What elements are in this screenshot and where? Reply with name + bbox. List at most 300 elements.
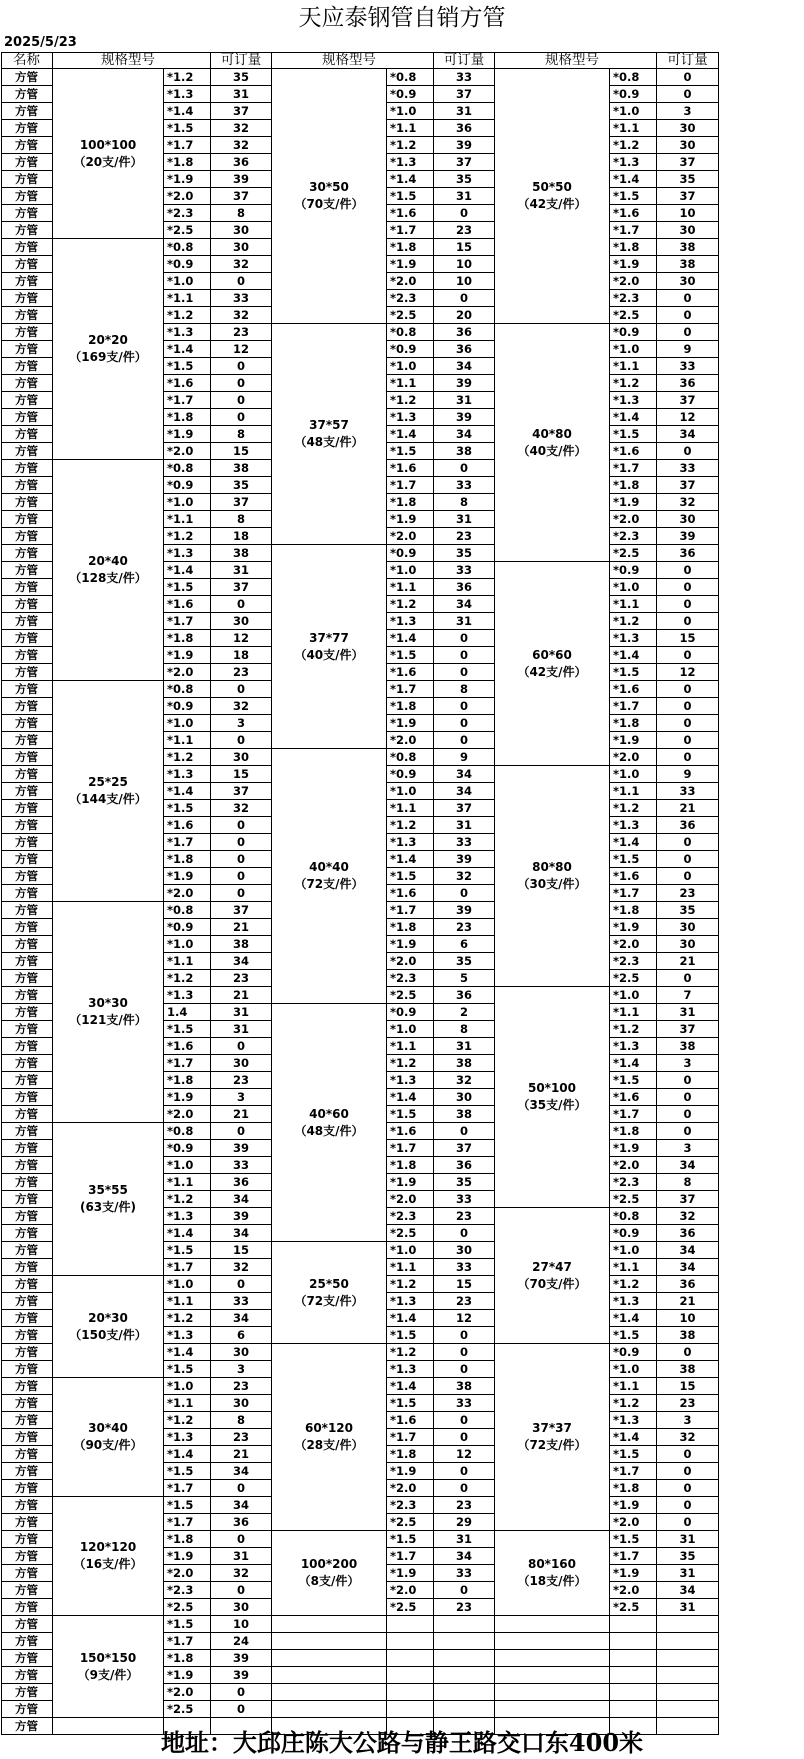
spec-code-cell: *1.1: [387, 800, 434, 817]
spec-code-cell: *0.8: [387, 324, 434, 341]
qty-cell: 0: [211, 1123, 272, 1140]
qty-cell: 8: [211, 205, 272, 222]
spec-code-cell: *2.5: [387, 307, 434, 324]
qty-cell: 9: [657, 341, 719, 358]
spec-code-cell: *1.1: [164, 1174, 211, 1191]
qty-cell: 32: [434, 1072, 495, 1089]
spec-size: 25*25: [88, 775, 128, 789]
qty-cell: 3: [657, 1412, 719, 1429]
qty-cell: 15: [211, 443, 272, 460]
spec-code-cell: *2.5: [610, 970, 657, 987]
qty-cell: 0: [657, 749, 719, 766]
spec-code-cell: *1.1: [164, 732, 211, 749]
spec-code-cell: *2.0: [387, 953, 434, 970]
spec-code-cell: *1.1: [164, 511, 211, 528]
header-qty: 可订量: [211, 52, 272, 69]
spec-size: 40*60: [309, 1106, 349, 1121]
spec-code-cell: *1.5: [610, 851, 657, 868]
qty-cell: 31: [211, 1004, 272, 1021]
spec-code-cell: *1.1: [610, 783, 657, 800]
qty-cell: 12: [657, 664, 719, 681]
qty-cell: 33: [434, 1259, 495, 1276]
spec-code-cell: *1.4: [164, 783, 211, 800]
qty-cell: 3: [211, 1089, 272, 1106]
spec-code-cell: *1.9: [610, 919, 657, 936]
qty-cell: 0: [434, 732, 495, 749]
qty-cell: 10: [211, 1616, 272, 1633]
spec-code-cell: *1.9: [164, 1089, 211, 1106]
qty-cell: 0: [211, 1684, 272, 1701]
qty-cell: 35: [434, 1174, 495, 1191]
row-name-cell: 方管: [1, 885, 53, 902]
qty-cell: 37: [211, 783, 272, 800]
spec-code-cell: *1.2: [387, 596, 434, 613]
spec-code-cell: *0.8: [387, 69, 434, 86]
qty-cell: 3: [211, 715, 272, 732]
qty-cell: 8: [211, 1412, 272, 1429]
spec-code-cell: *1.6: [387, 1123, 434, 1140]
row-name-cell: 方管: [1, 1242, 53, 1259]
spec-code-cell: *1.9: [164, 1548, 211, 1565]
qty-cell: 0: [434, 1327, 495, 1344]
spec-code-cell: *2.0: [164, 1565, 211, 1582]
empty-cell: [657, 1684, 719, 1701]
spec-code-cell: *1.3: [164, 1429, 211, 1446]
spec-group-cell: [53, 1616, 164, 1718]
spec-code-cell: *1.5: [387, 188, 434, 205]
spec-code-cell: *1.1: [610, 1004, 657, 1021]
spec-code-cell: *1.9: [164, 171, 211, 188]
qty-cell: 34: [434, 358, 495, 375]
qty-cell: 32: [211, 120, 272, 137]
spec-code-cell: *1.1: [387, 1259, 434, 1276]
qty-cell: 9: [657, 766, 719, 783]
qty-cell: 36: [434, 341, 495, 358]
spec-code-cell: *1.1: [164, 1293, 211, 1310]
qty-cell: 10: [434, 273, 495, 290]
spec-code-cell: *0.8: [164, 1123, 211, 1140]
spec-code-cell: *2.0: [610, 936, 657, 953]
spec-group-cell: [53, 902, 164, 1123]
spec-code-cell: *1.2: [164, 970, 211, 987]
spec-size: 40*40: [309, 860, 349, 874]
qty-cell: 35: [211, 477, 272, 494]
spec-code-cell: *1.2: [164, 1412, 211, 1429]
spec-group-cell: [53, 1123, 164, 1276]
spec-code-cell: *1.5: [610, 1072, 657, 1089]
qty-cell: 8: [211, 426, 272, 443]
qty-cell: 0: [657, 307, 719, 324]
spec-code-cell: *1.6: [387, 664, 434, 681]
spec-pack: （9支/件）: [77, 1667, 139, 1682]
qty-cell: 38: [657, 1361, 719, 1378]
spec-code-cell: *1.0: [387, 783, 434, 800]
qty-cell: 0: [657, 579, 719, 596]
spec-code-cell: *1.8: [387, 494, 434, 511]
qty-cell: 0: [211, 732, 272, 749]
row-name-cell: 方管: [1, 970, 53, 987]
row-name-cell: 方管: [1, 1259, 53, 1276]
spec-code-cell: *1.0: [610, 1242, 657, 1259]
qty-cell: 34: [211, 1463, 272, 1480]
row-name-cell: 方管: [1, 69, 53, 86]
row-name-cell: 方管: [1, 1225, 53, 1242]
qty-cell: 37: [657, 392, 719, 409]
spec-size: 50*100: [527, 1081, 577, 1095]
row-name-cell: 方管: [1, 222, 53, 239]
row-name-cell: 方管: [1, 86, 53, 103]
empty-cell: [387, 1650, 434, 1667]
row-name-cell: 方管: [1, 426, 53, 443]
spec-code-cell: *1.2: [610, 613, 657, 630]
spec-code-cell: *1.7: [387, 1140, 434, 1157]
qty-cell: 8: [434, 1021, 495, 1038]
spec-code-cell: *2.0: [387, 528, 434, 545]
spec-size: 50*50: [532, 180, 572, 194]
qty-cell: 39: [434, 851, 495, 868]
qty-cell: 33: [211, 1293, 272, 1310]
row-name-cell: 方管: [1, 1208, 53, 1225]
empty-cell: [387, 1633, 434, 1650]
row-name-cell: 方管: [1, 1157, 53, 1174]
row-name-cell: 方管: [1, 273, 53, 290]
spec-code-cell: *2.0: [164, 443, 211, 460]
row-name-cell: 方管: [1, 443, 53, 460]
qty-cell: 0: [211, 1480, 272, 1497]
spec-code-cell: *1.3: [610, 1038, 657, 1055]
spec-size: 25*50: [309, 1276, 349, 1291]
spec-code-cell: *1.4: [164, 562, 211, 579]
qty-cell: 0: [657, 86, 719, 103]
qty-cell: 38: [434, 1378, 495, 1395]
qty-cell: 0: [211, 817, 272, 834]
spec-code-cell: *2.3: [610, 528, 657, 545]
spec-code-cell: *2.3: [610, 290, 657, 307]
spec-code-cell: *1.4: [387, 171, 434, 188]
spec-code-cell: *1.1: [610, 1259, 657, 1276]
empty-cell: [272, 1667, 387, 1684]
spec-code-cell: *1.4: [610, 1055, 657, 1072]
spec-code-cell: *1.3: [610, 154, 657, 171]
qty-cell: 0: [434, 664, 495, 681]
row-name-cell: 方管: [1, 1174, 53, 1191]
qty-cell: 34: [211, 1497, 272, 1514]
empty-cell: [657, 1616, 719, 1633]
qty-cell: 0: [657, 1089, 719, 1106]
qty-cell: 23: [434, 1208, 495, 1225]
spec-code-cell: *2.3: [610, 1174, 657, 1191]
qty-cell: 10: [434, 256, 495, 273]
empty-cell: [610, 1684, 657, 1701]
row-name-cell: 方管: [1, 1667, 53, 1684]
spec-code-cell: *1.1: [387, 120, 434, 137]
qty-cell: 35: [211, 69, 272, 86]
empty-cell: [657, 1667, 719, 1684]
qty-cell: 34: [657, 426, 719, 443]
row-name-cell: 方管: [1, 1395, 53, 1412]
row-name-cell: 方管: [1, 868, 53, 885]
empty-cell: [434, 1684, 495, 1701]
qty-cell: 12: [211, 341, 272, 358]
spec-code-cell: *1.3: [164, 766, 211, 783]
qty-cell: 34: [434, 766, 495, 783]
spec-code-cell: *1.2: [387, 392, 434, 409]
qty-cell: 23: [434, 1599, 495, 1616]
spec-size: 100*100: [79, 137, 137, 152]
spec-code-cell: *1.7: [387, 1429, 434, 1446]
spec-code-cell: *1.1: [387, 375, 434, 392]
qty-cell: 37: [211, 494, 272, 511]
spec-size: 27*47: [532, 1259, 572, 1274]
qty-cell: 8: [657, 1174, 719, 1191]
qty-cell: 39: [434, 137, 495, 154]
spec-code-cell: *1.5: [387, 1106, 434, 1123]
qty-cell: 39: [434, 902, 495, 919]
spec-code-cell: *1.8: [164, 154, 211, 171]
empty-cell: [610, 1616, 657, 1633]
empty-cell: [387, 1701, 434, 1718]
qty-cell: 24: [211, 1633, 272, 1650]
qty-cell: 33: [434, 1191, 495, 1208]
qty-cell: 23: [211, 1429, 272, 1446]
empty-cell: [272, 1616, 387, 1633]
qty-cell: 0: [434, 885, 495, 902]
spec-code-cell: *1.1: [610, 358, 657, 375]
spec-size: 37*57: [309, 418, 349, 432]
spec-code-cell: *1.7: [610, 222, 657, 239]
qty-cell: 38: [657, 239, 719, 256]
qty-cell: 23: [434, 1293, 495, 1310]
spec-code-cell: *2.5: [164, 222, 211, 239]
spec-code-cell: *1.9: [164, 426, 211, 443]
qty-cell: 0: [657, 290, 719, 307]
qty-cell: 38: [211, 460, 272, 477]
spec-code-cell: *1.4: [164, 341, 211, 358]
qty-cell: 23: [434, 222, 495, 239]
spec-code-cell: *1.6: [610, 1089, 657, 1106]
spec-code-cell: *2.5: [610, 545, 657, 562]
spec-code-cell: *1.9: [387, 1565, 434, 1582]
spec-code-cell: *1.5: [164, 1021, 211, 1038]
spec-code-cell: *1.1: [610, 596, 657, 613]
spec-code-cell: *1.7: [164, 137, 211, 154]
spec-code-cell: *1.2: [610, 375, 657, 392]
spec-code-cell: *1.3: [387, 1361, 434, 1378]
qty-cell: 31: [211, 1021, 272, 1038]
spec-code-cell: *1.2: [164, 1310, 211, 1327]
qty-cell: 23: [434, 919, 495, 936]
spec-code-cell: *1.0: [164, 1157, 211, 1174]
qty-cell: 0: [657, 1497, 719, 1514]
spec-group-cell: [53, 1497, 164, 1616]
qty-cell: 34: [434, 596, 495, 613]
row-name-cell: 方管: [1, 1582, 53, 1599]
spec-code-cell: *1.3: [610, 392, 657, 409]
qty-cell: 0: [657, 1463, 719, 1480]
spec-code-cell: *1.0: [610, 987, 657, 1004]
spec-code-cell: *1.7: [164, 1633, 211, 1650]
address-footer: 地址：大邱庄陈大公路与静王路交口东400米: [160, 1728, 644, 1757]
qty-cell: 30: [211, 749, 272, 766]
qty-cell: 0: [211, 1038, 272, 1055]
qty-cell: 0: [211, 596, 272, 613]
qty-cell: 31: [434, 613, 495, 630]
spec-pack: （72支/件）: [294, 877, 364, 891]
qty-cell: 0: [434, 205, 495, 222]
qty-cell: 32: [657, 494, 719, 511]
row-name-cell: 方管: [1, 1429, 53, 1446]
spec-pack: （42支/件）: [517, 197, 587, 211]
qty-cell: 39: [211, 1650, 272, 1667]
empty-cell: [434, 1667, 495, 1684]
spec-code-cell: *0.8: [610, 1208, 657, 1225]
row-name-cell: 方管: [1, 1701, 53, 1718]
spec-code-cell: *1.4: [164, 1344, 211, 1361]
row-name-cell: 方管: [1, 1650, 53, 1667]
row-name-cell: 方管: [1, 953, 53, 970]
qty-cell: 23: [434, 528, 495, 545]
spec-code-cell: *1.1: [387, 1038, 434, 1055]
spec-code-cell: *1.8: [387, 698, 434, 715]
spec-code-cell: *1.9: [610, 1497, 657, 1514]
qty-cell: 33: [434, 1395, 495, 1412]
qty-cell: 0: [211, 1701, 272, 1718]
spec-group-cell: [53, 239, 164, 460]
qty-cell: 0: [657, 613, 719, 630]
spec-code-cell: *1.3: [164, 86, 211, 103]
spec-pack: （70支/件）: [517, 1276, 587, 1291]
qty-cell: 31: [434, 392, 495, 409]
spec-code-cell: *1.5: [610, 1446, 657, 1463]
row-name-cell: 方管: [1, 341, 53, 358]
qty-cell: 30: [657, 222, 719, 239]
qty-cell: 30: [657, 137, 719, 154]
qty-cell: 33: [211, 290, 272, 307]
spec-code-cell: *1.2: [387, 1344, 434, 1361]
spec-code-cell: *1.3: [610, 817, 657, 834]
spec-code-cell: *1.7: [164, 834, 211, 851]
row-name-cell: 方管: [1, 919, 53, 936]
qty-cell: 38: [211, 936, 272, 953]
row-name-cell: 方管: [1, 1718, 53, 1735]
spec-code-cell: *2.5: [387, 1599, 434, 1616]
qty-cell: 31: [657, 1599, 719, 1616]
product-table: [1, 52, 801, 1733]
qty-cell: 33: [434, 834, 495, 851]
qty-cell: 38: [434, 1055, 495, 1072]
spec-size: 120*120: [79, 1540, 137, 1554]
spec-code-cell: *1.6: [164, 375, 211, 392]
spec-code-cell: *1.5: [164, 579, 211, 596]
row-name-cell: 方管: [1, 1038, 53, 1055]
spec-code-cell: *1.5: [387, 647, 434, 664]
spec-code-cell: *1.2: [610, 800, 657, 817]
qty-cell: 0: [211, 358, 272, 375]
spec-code-cell: *1.8: [387, 1157, 434, 1174]
qty-cell: 0: [211, 1276, 272, 1293]
qty-cell: 31: [434, 1531, 495, 1548]
qty-cell: 3: [657, 1140, 719, 1157]
row-name-cell: 方管: [1, 1293, 53, 1310]
spec-code-cell: *1.7: [164, 1259, 211, 1276]
row-name-cell: 方管: [1, 1276, 53, 1293]
spec-code-cell: *1.2: [387, 817, 434, 834]
qty-cell: 34: [657, 1157, 719, 1174]
qty-cell: 38: [434, 443, 495, 460]
row-name-cell: 方管: [1, 1480, 53, 1497]
qty-cell: 38: [657, 1038, 719, 1055]
qty-cell: 21: [211, 1446, 272, 1463]
spec-group-cell: [495, 1208, 610, 1344]
qty-cell: 0: [657, 324, 719, 341]
spec-code-cell: *1.2: [387, 1276, 434, 1293]
qty-cell: 0: [657, 851, 719, 868]
spec-code-cell: *1.9: [387, 1463, 434, 1480]
qty-cell: 33: [657, 358, 719, 375]
spec-size: 80*160: [527, 1557, 577, 1571]
qty-cell: 31: [657, 1004, 719, 1021]
qty-cell: 39: [211, 1208, 272, 1225]
spec-code-cell: *1.7: [610, 1463, 657, 1480]
qty-cell: 20: [434, 307, 495, 324]
spec-code-cell: *1.5: [164, 1361, 211, 1378]
spec-code-cell: *0.9: [610, 1225, 657, 1242]
spec-code-cell: *1.5: [387, 1531, 434, 1548]
qty-cell: 33: [434, 562, 495, 579]
spec-group-cell: [272, 1344, 387, 1531]
qty-cell: 30: [657, 120, 719, 137]
qty-cell: 0: [657, 647, 719, 664]
qty-cell: 3: [211, 1361, 272, 1378]
qty-cell: 37: [657, 1191, 719, 1208]
qty-cell: 21: [211, 987, 272, 1004]
qty-cell: 0: [657, 1514, 719, 1531]
spec-code-cell: *1.9: [610, 256, 657, 273]
spec-pack: （90支/件）: [73, 1438, 143, 1452]
qty-cell: 0: [657, 1480, 719, 1497]
qty-cell: 23: [211, 1072, 272, 1089]
spec-code-cell: *1.1: [164, 1395, 211, 1412]
qty-cell: 30: [657, 919, 719, 936]
qty-cell: 3: [657, 103, 719, 120]
row-name-cell: 方管: [1, 103, 53, 120]
empty-cell: [434, 1701, 495, 1718]
qty-cell: 30: [211, 1599, 272, 1616]
qty-cell: 36: [434, 579, 495, 596]
spec-pack: （8支/件）: [298, 1574, 360, 1588]
empty-cell: [610, 1667, 657, 1684]
spec-code-cell: *2.0: [610, 511, 657, 528]
qty-cell: 0: [657, 443, 719, 460]
spec-code-cell: *1.7: [164, 1055, 211, 1072]
qty-cell: 0: [434, 1480, 495, 1497]
spec-code-cell: *0.9: [387, 341, 434, 358]
spec-code-cell: *1.0: [387, 103, 434, 120]
row-name-cell: 方管: [1, 681, 53, 698]
spec-pack: （40支/件）: [294, 647, 364, 662]
spec-code-cell: *1.7: [387, 222, 434, 239]
row-name-cell: 方管: [1, 511, 53, 528]
spec-pack: （18支/件）: [517, 1574, 587, 1588]
spec-code-cell: *1.3: [164, 324, 211, 341]
header-qty: 可订量: [657, 52, 719, 69]
qty-cell: 0: [657, 596, 719, 613]
spec-code-cell: *1.9: [610, 1140, 657, 1157]
spec-size: 150*150: [79, 1650, 137, 1665]
row-name-cell: 方管: [1, 1191, 53, 1208]
qty-cell: 36: [211, 1514, 272, 1531]
qty-cell: 15: [211, 766, 272, 783]
